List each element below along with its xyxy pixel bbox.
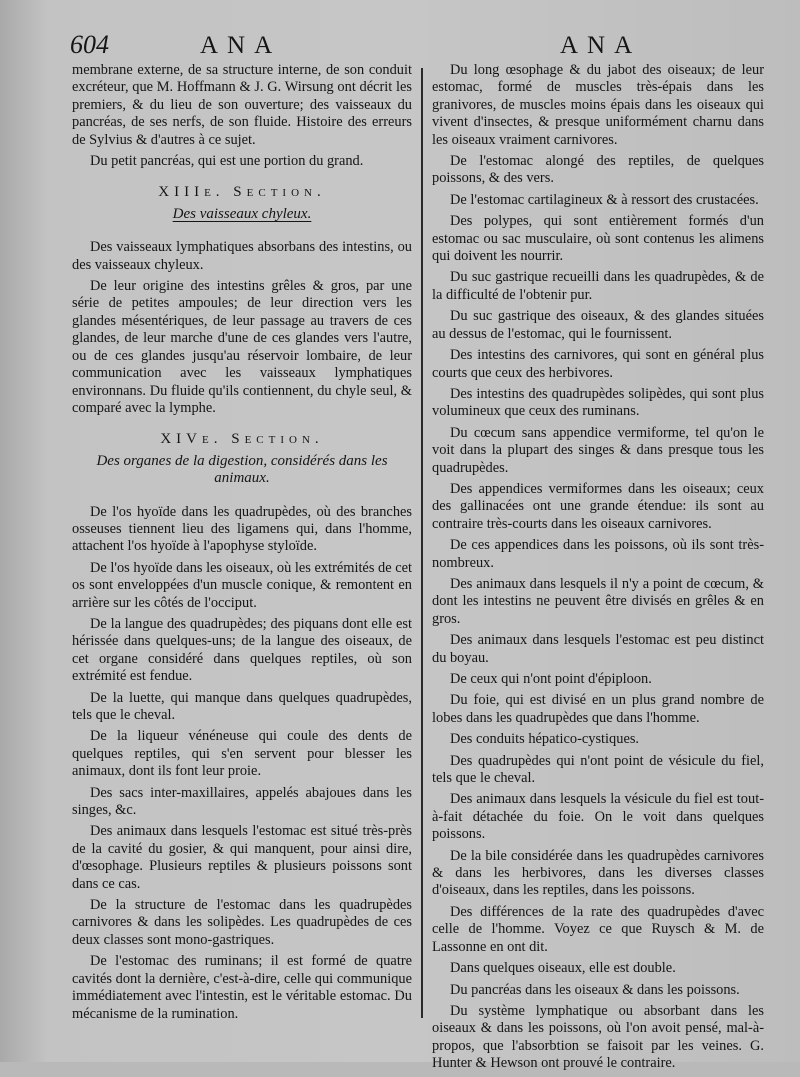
paragraph: Du long œsophage & du jabot des oiseaux; de leur estomac, formé de muscles très-épais dans les granivores, de muscles moins épais dans les oiseaux qui vivent d'insectes, & presque uniformément charnu dans les oiseaux vraiment carnivores.: [432, 62, 764, 148]
left-column: [72, 62, 412, 1027]
paragraph: Du cœcum sans appendice vermiforme, tel qu'on le voit dans la plupart des singes & dans presque tous les quadrupèdes.: [432, 424, 764, 476]
paragraph: Du système lymphatique ou absorbant dans les oiseaux & dans les poissons, où l'on avoit pensé, mal-à-propos, que l'absorbtion se faisoit par les veines. G. Hunter & Hewson ont prouvé le contraire.: [432, 1002, 764, 1072]
right-column: [432, 62, 764, 1077]
paragraph: De la luette, qui manque dans quelques quadrupèdes, tels que le cheval.: [72, 689, 412, 723]
paragraph: Des intestins des carnivores, qui sont en général plus courts que ceux des herbivores.: [432, 347, 764, 381]
paragraph: Du petit pancréas, qui est une portion du grand.: [90, 153, 364, 170]
paragraph: Des animaux dans lesquels la vésicule du fiel est tout-à-fait détachée du foie. On le voit dans quelques poissons.: [432, 791, 764, 843]
paragraph: Du suc gastrique des oiseaux, & des glandes situées au dessus de l'estomac, qui le fournissent.: [432, 308, 764, 342]
paragraph: De la langue des quadrupèdes; des piquans dont elle est hérissée dans quelques-uns; de la langue des oiseaux, de cet organe considéré dans quelques reptiles, où son extrémité est fendue.: [72, 615, 412, 685]
section-title-14: Des organes de la digestion, considérés dans les animaux.: [96, 452, 388, 487]
paragraph: De ces appendices dans les poissons, où ils sont très-nombreux.: [432, 537, 764, 571]
paragraph: De l'os hyoïde dans les oiseaux, où les extrémités de cet os sont enveloppées d'un muscle conique, & remontent en arrière sur les côtés de l'occiput.: [72, 559, 412, 611]
paragraph: Du foie, qui est divisé en un plus grand nombre de lobes dans les quadrupèdes que dans l'homme.: [432, 692, 764, 726]
paragraph: membrane externe, de sa structure interne, de son conduit excréteur, que M. Hoffmann & J. G. Wirsung ont décrit les premiers, & du lieu de son ouverture; des vaisseaux du pancréas, de ses nerfs, de son fluide. Histoire des erreurs de Sylvius & d'autres à ce sujet.: [72, 62, 412, 148]
running-head-right: ANA: [560, 32, 642, 59]
paragraph: De l'estomac alongé des reptiles, de quelques poissons, & des vers.: [432, 153, 764, 187]
paragraph: Des animaux dans lesquels l'estomac est situé très-près de la cavité du gosier, & qui manquent, pour ainsi dire, d'œsophage. Plusieurs reptiles & plusieurs poissons sont dans ce cas.: [72, 823, 412, 892]
paragraph: Des quadrupèdes qui n'ont point de vésicule du fiel, tels que le cheval.: [432, 752, 764, 787]
paragraph: De ceux qui n'ont point d'épiploon.: [450, 671, 652, 687]
paragraph: De la liqueur vénéneuse qui coule des dents de quelques reptiles, qui s'en servent pour blesser les animaux, dont ils font leur proie.: [72, 728, 412, 780]
paragraph: Des conduits hépatico-cystiques.: [450, 731, 640, 748]
paragraph: Du pancréas dans les oiseaux & dans les poissons.: [450, 981, 740, 998]
paragraph: De l'estomac cartilagineux & à ressort des crustacées.: [450, 191, 759, 208]
section-title-13: Des vaisseaux chyleux.: [172, 205, 312, 222]
column-divider: [421, 68, 423, 1018]
paragraph: Des sacs inter-maxillaires, appelés abajoues dans les singes, &c.: [72, 784, 412, 819]
page-number: 604: [70, 30, 109, 59]
paragraph: Des vaisseaux lymphatiques absorbans des intestins, ou des vaisseaux chyleux.: [72, 239, 412, 273]
paragraph: Des polypes, qui sont entièrement formés d'un estomac ou sac musculaire, où sont contenus les alimens qui doivent les nourrir.: [432, 213, 764, 265]
paragraph: Du suc gastrique recueilli dans les quadrupèdes, & de la difficulté de l'obtenir pur.: [432, 269, 764, 303]
paragraph: Des animaux dans lesquels il n'y a point de cœcum, & dont les intestins ne peuvent être divisés en grêles & en gros.: [432, 575, 764, 627]
paragraph: Dans quelques oiseaux, elle est double.: [450, 960, 676, 977]
paragraph: De l'estomac des ruminans; il est formé de quatre cavités dont la dernière, c'est-à-dire, celle qui communique immédiatement avec l'intestin, est le véritable estomac. Du mécanisme de la rumination.: [72, 953, 412, 1022]
paragraph: De la structure de l'estomac dans les quadrupèdes carnivores & dans les solipèdes. Les quadrupèdes de ces deux classes sont mono-gastriques.: [72, 897, 412, 948]
paragraph: Des intestins des quadrupèdes solipèdes, qui sont plus volumineux que ceux des ruminans.: [432, 385, 764, 420]
paragraph: De la bile considérée dans les quadrupèdes carnivores & dans les herbivores, dans les diverses classes d'oiseaux, dans les reptiles, dans les poissons.: [432, 847, 764, 899]
section-heading-13: XIIIe. Section.: [158, 184, 326, 201]
running-head-left: ANA: [200, 32, 282, 59]
paragraph: Des animaux dans lesquels l'estomac est peu distinct du boyau.: [432, 632, 764, 666]
paragraph: De l'os hyoïde dans les quadrupèdes, où des branches osseuses tiennent lieu des ligamens qui, dans l'homme, attachent l'os hyoïde à l'apophyse styloïde.: [72, 503, 412, 555]
section-heading-14: XIVe. Section.: [160, 431, 324, 448]
paragraph: Des différences de la rate des quadrupèdes d'avec celle de l'homme. Voyez ce que Ruysch & M. de Lassonne en ont dit.: [432, 903, 764, 955]
paragraph: Des appendices vermiformes dans les oiseaux; ceux des gallinacées ont une grande étendue: ils sont au contraire très-courts dans les oiseaux carnivores.: [432, 480, 764, 532]
page-header: [0, 30, 800, 66]
paragraph: De leur origine des intestins grêles & gros, par une série de petites ampoules; de leur direction vers les glandes mésentériques, de leur passage au travers de ces glandes, de leur marche d'une de ces glandes vers l'autre, ou de ces glandes jusqu'au réservoir lombaire, de leur communication avec les vaisseaux lymphatiques environnans. Du fluide qu'ils contiennent, du chyle seul, & comparé avec la lymphe.: [72, 278, 412, 416]
